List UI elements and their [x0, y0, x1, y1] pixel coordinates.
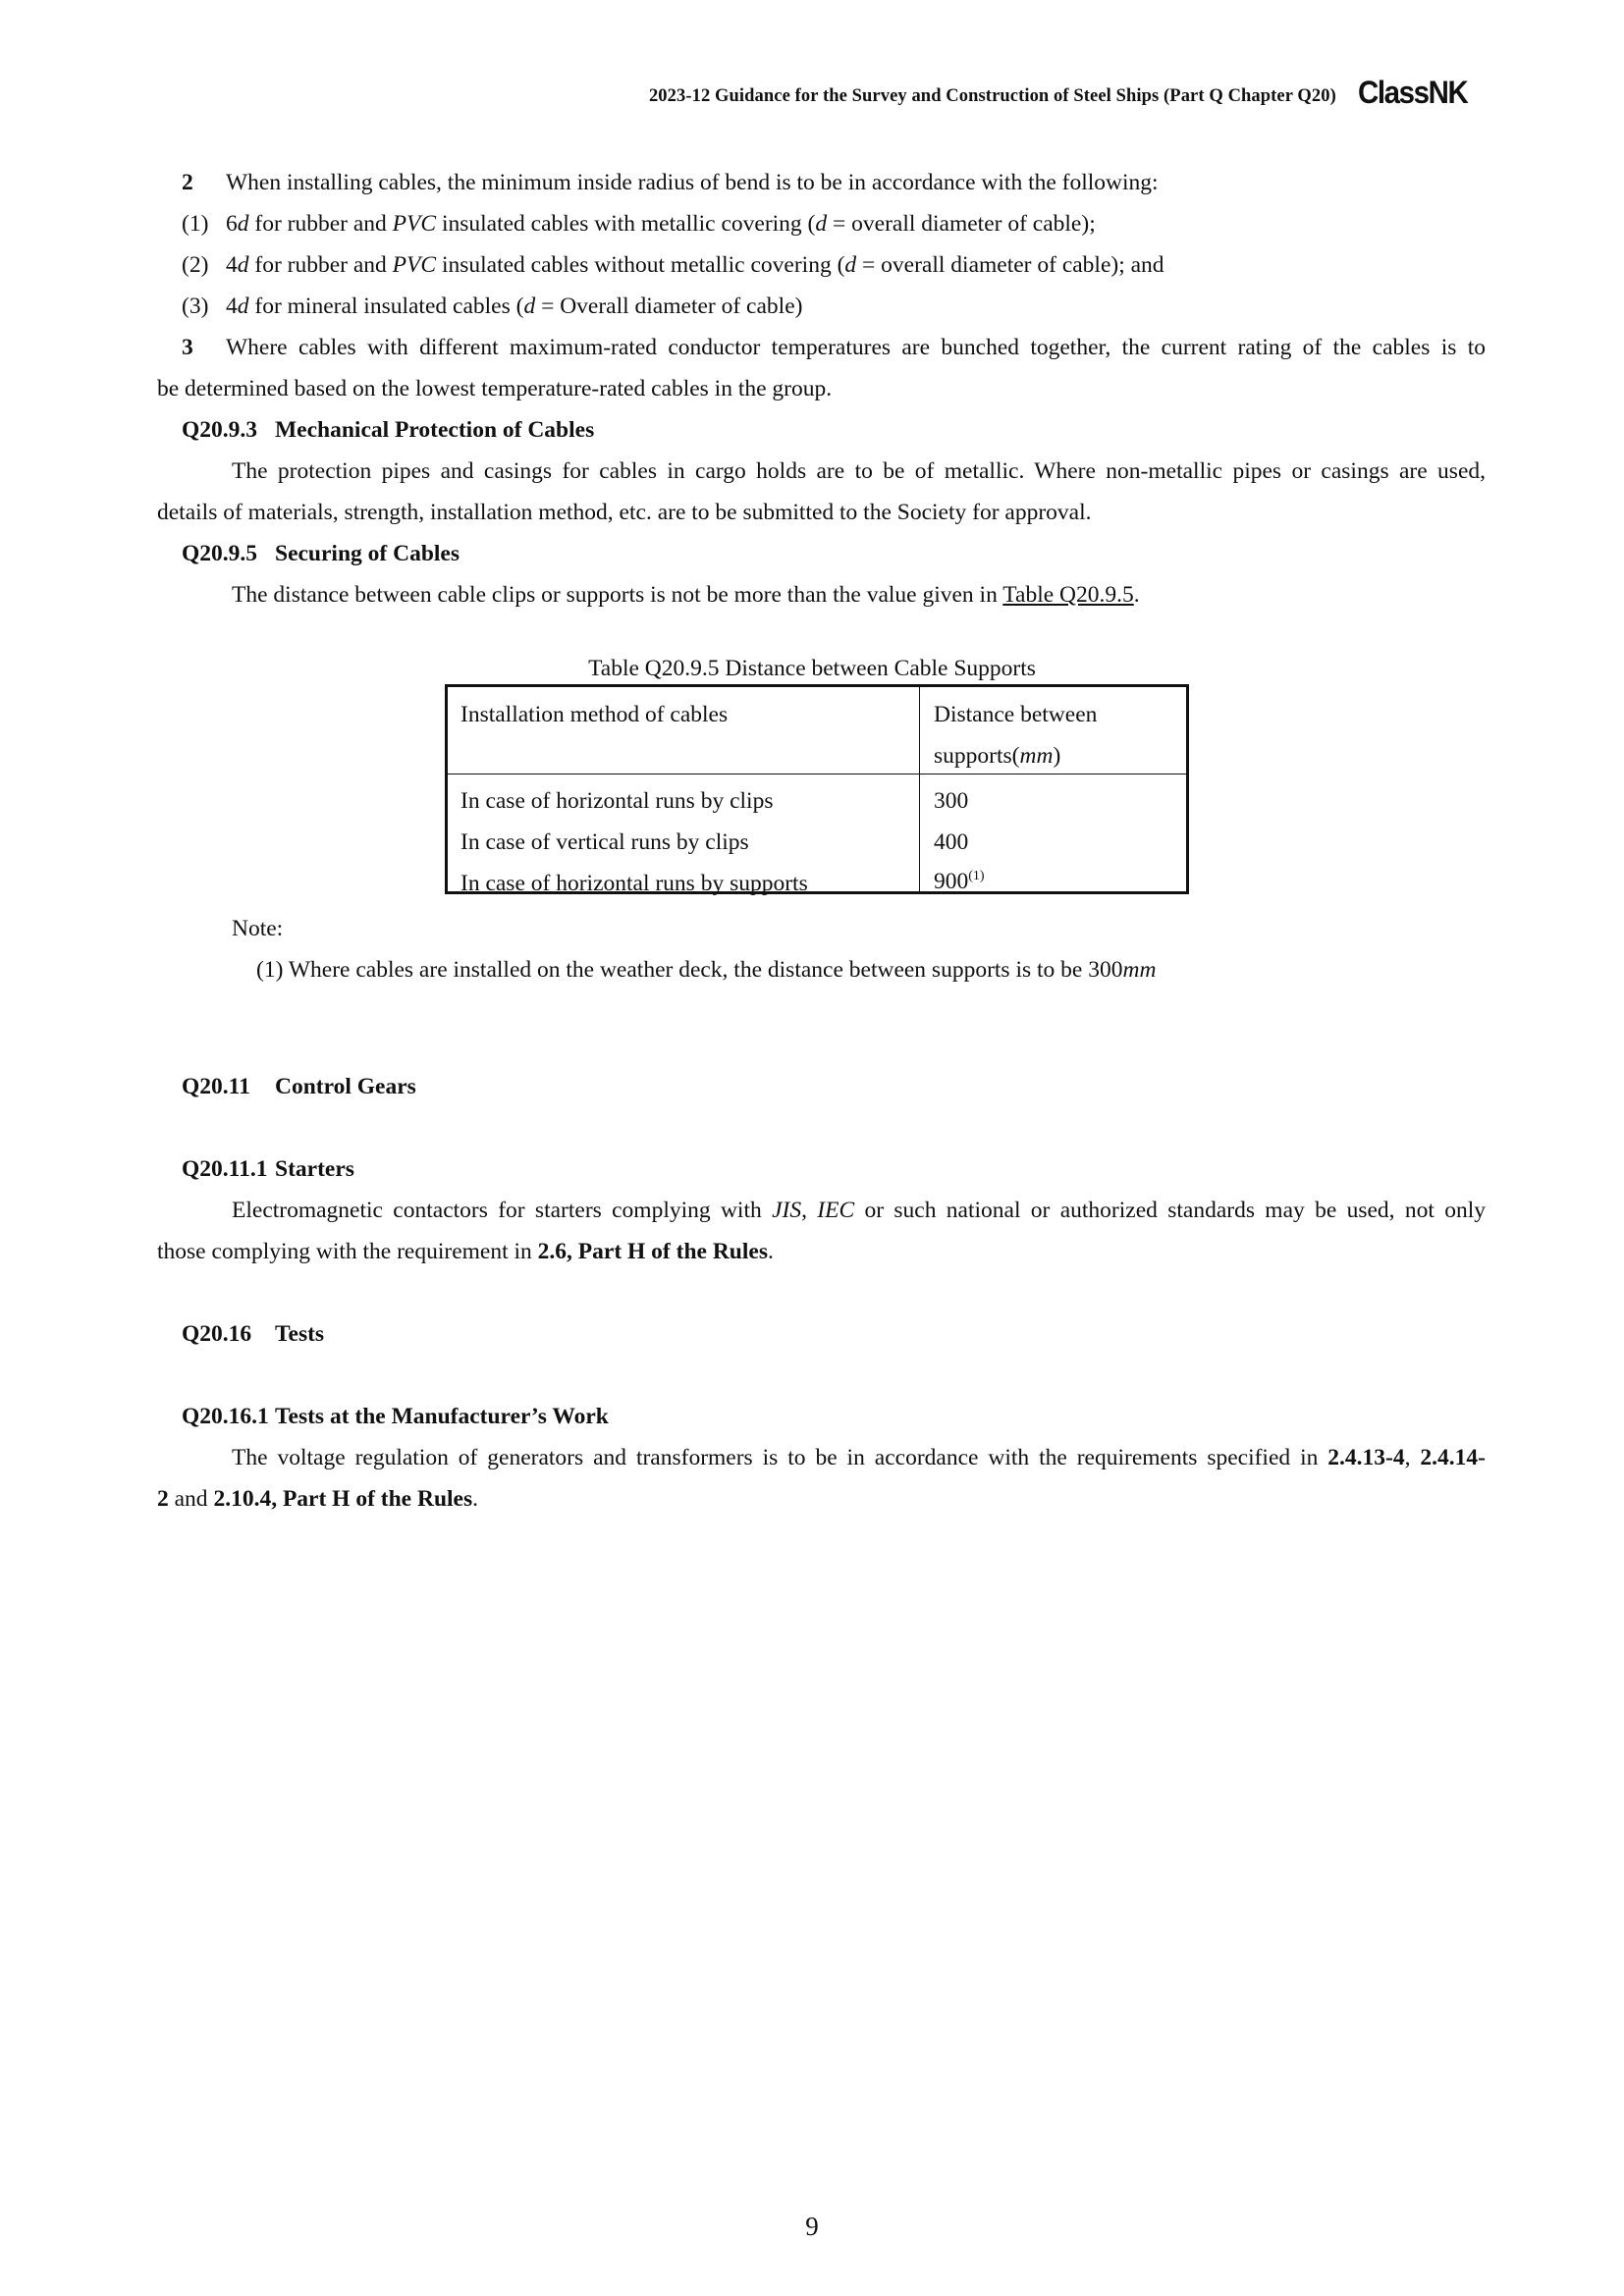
jis: JIS — [772, 1198, 802, 1223]
s111-line2 — [157, 1239, 774, 1265]
section-number: Q20.16.1 — [182, 1404, 269, 1429]
text: The distance between cable clips or supports is not be more than the value given in — [232, 582, 1003, 608]
section-title: Starters — [275, 1156, 354, 1182]
section-heading-q2093 — [182, 417, 594, 444]
s993-line2: details of materials, strength, installation method, etc. are to be submitted to the Society for approval. — [157, 500, 1092, 525]
text: The voltage regulation of generators and transformers is to be in accordance with the requirements specified in — [232, 1445, 1328, 1470]
table-cell-method: In case of vertical runs by clips — [460, 829, 749, 855]
section-number: Q20.11 — [182, 1074, 250, 1099]
text: , — [1404, 1445, 1421, 1470]
pvc: PVC — [392, 252, 437, 278]
table-header-method: Installation method of cables — [460, 702, 729, 727]
unit: mm — [1019, 743, 1054, 769]
s993-line1: The protection pipes and casings for cables in cargo holds are to be of metallic. Where non-metallic pipes or casings are used, — [232, 458, 1486, 484]
var-d: d — [523, 294, 536, 319]
table-cell-method: In case of horizontal runs by supports — [460, 871, 808, 896]
section-title: Control Gears — [275, 1074, 416, 1099]
item-number: (3) — [182, 294, 209, 319]
text: . — [472, 1486, 478, 1512]
classnk-logo: ClassNK — [1357, 75, 1468, 110]
unit: mm — [1122, 957, 1157, 983]
iec: IEC — [817, 1198, 855, 1223]
section-heading-q2095 — [182, 541, 460, 567]
footnote-marker: (1) — [968, 869, 985, 883]
text: = overall diameter of cable); — [827, 211, 1096, 237]
text: (1) Where cables are installed on the weather deck, the distance between supports is to be 300 — [256, 957, 1123, 983]
text: insulated cables without metallic covering ( — [436, 252, 845, 278]
text: for rubber and — [248, 252, 393, 278]
rule-reference: 2 — [157, 1486, 169, 1512]
var-d: d — [815, 211, 828, 237]
text: = overall diameter of cable); and — [856, 252, 1164, 278]
text: or such national or authorized standards may be used, not only — [854, 1198, 1487, 1223]
pvc: PVC — [392, 211, 437, 237]
section-number: Q20.9.3 — [182, 417, 258, 443]
section-number: Q20.11.1 — [182, 1156, 268, 1182]
section-number: Q20.16 — [182, 1321, 252, 1347]
item-number: (2) — [182, 252, 209, 278]
paragraph-text: Where cables with different maximum-rated conductor temperatures are bunched together, the current rating of the cables is to — [226, 335, 1486, 360]
table-cell-value: 300 — [934, 788, 969, 814]
factor: 4 — [226, 294, 238, 319]
s161-line1 — [232, 1445, 1486, 1471]
paragraph-text: When installing cables, the minimum inside radius of bend is to be in accordance with the following: — [226, 170, 1159, 195]
list-item-2 — [182, 252, 1164, 279]
rule-reference: 2.6, Part H of the Rules — [537, 1239, 768, 1264]
factor: 4 — [226, 252, 238, 278]
text: for rubber and — [248, 211, 393, 237]
var-d: d — [237, 294, 249, 319]
s995-text — [232, 582, 1140, 609]
text: for mineral insulated cables ( — [248, 294, 524, 319]
section-heading-q20111 — [182, 1156, 354, 1183]
text: = Overall diameter of cable) — [535, 294, 803, 319]
text: those complying with the requirement in — [157, 1239, 538, 1264]
var-d: d — [844, 252, 857, 278]
section-title: Securing of Cables — [275, 541, 460, 566]
list-item-3 — [182, 294, 802, 320]
paragraph-2 — [182, 170, 1159, 196]
section-title: Mechanical Protection of Cables — [275, 417, 595, 443]
text: , — [801, 1198, 818, 1223]
rule-reference: 2.4.14- — [1420, 1445, 1486, 1470]
table-header-distance: Distance between — [934, 702, 1098, 727]
paragraph-3-cont: be determined based on the lowest temperature-rated cables in the group. — [157, 376, 833, 401]
section-heading-q20161 — [182, 1404, 609, 1430]
list-item-1 — [182, 211, 1096, 238]
table-cell-value — [934, 869, 985, 895]
text: . — [767, 1239, 774, 1264]
table-cell-method: In case of horizontal runs by clips — [460, 788, 774, 814]
var-d: d — [237, 252, 249, 278]
text: Electromagnetic contactors for starters complying with — [232, 1198, 773, 1223]
section-heading-q2016 — [182, 1321, 324, 1348]
table-caption: Table Q20.9.5 Distance between Cable Supports — [588, 656, 1036, 681]
rule-reference: 2.4.13-4 — [1327, 1445, 1405, 1470]
text: insulated cables with metallic covering ( — [436, 211, 816, 237]
paragraph-3 — [182, 335, 1486, 361]
note-label: Note: — [232, 916, 284, 941]
text: supports( — [934, 743, 1020, 769]
rule-reference: 2.10.4, Part H of the Rules — [213, 1486, 473, 1512]
value: 900 — [934, 869, 969, 894]
header-title: 2023-12 Guidance for the Survey and Construction of Steel Ships (Part Q Chapter Q20) — [648, 85, 1336, 106]
paragraph-number: 2 — [182, 170, 193, 195]
section-number: Q20.9.5 — [182, 541, 258, 566]
table-column-divider — [919, 687, 920, 891]
section-heading-q2011 — [182, 1074, 416, 1100]
var-d: d — [237, 211, 249, 237]
page-header — [648, 75, 1477, 112]
text: . — [1133, 582, 1140, 608]
table-header-distance-unit — [934, 743, 1060, 770]
factor: 6 — [226, 211, 238, 237]
section-title: Tests at the Manufacturer’s Work — [275, 1404, 609, 1429]
page-number: 9 — [805, 2212, 819, 2241]
text: and — [168, 1486, 214, 1512]
table-cell-value: 400 — [934, 829, 969, 855]
s111-line1 — [232, 1198, 1486, 1224]
table-reference-link[interactable]: Table Q20.9.5 — [1002, 582, 1134, 608]
section-title: Tests — [275, 1321, 325, 1347]
paragraph-number: 3 — [182, 335, 193, 360]
item-number: (1) — [182, 211, 209, 237]
note-text — [256, 957, 1156, 984]
s161-line2 — [157, 1486, 478, 1513]
text: ) — [1053, 743, 1061, 769]
distance-table — [445, 684, 1189, 894]
